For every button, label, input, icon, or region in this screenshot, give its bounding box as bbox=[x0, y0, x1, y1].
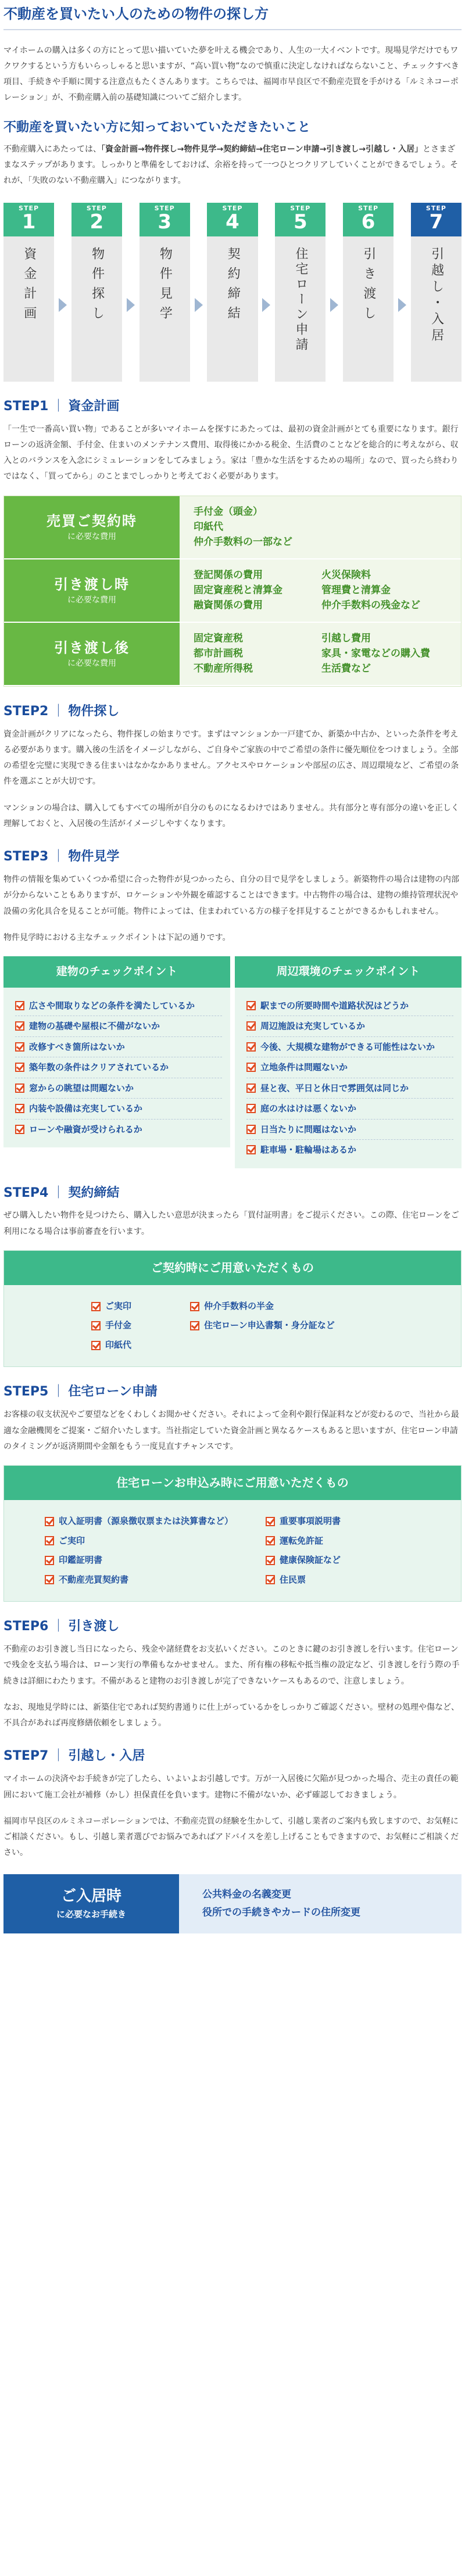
prep-item bbox=[266, 1570, 438, 1590]
step-number: 7 bbox=[429, 210, 443, 234]
prep-item bbox=[266, 1531, 438, 1551]
step-label: STEP bbox=[425, 204, 446, 213]
checkpoint-item bbox=[246, 1099, 453, 1120]
cost-item: 不動産所得税 bbox=[194, 663, 253, 675]
checkpoint-text: 庭の水はけは悪くないか bbox=[260, 1103, 357, 1114]
moving-in-item: 役所での手続きやカードの住所変更 bbox=[202, 1907, 360, 1919]
cost-row bbox=[4, 623, 461, 686]
checkbox-icon bbox=[45, 1517, 54, 1526]
checkbox-icon bbox=[246, 1063, 256, 1072]
prep-text: 健康保険証など bbox=[280, 1555, 341, 1566]
checkpoint-text: 窓からの眺望は問題ないか bbox=[29, 1082, 134, 1093]
checkpoint-text: 内装や設備は充実しているか bbox=[29, 1103, 143, 1114]
step4-heading: STEP4 ｜ 契約締結 bbox=[3, 1185, 120, 1200]
moving-in-item: 公共料金の名義変更 bbox=[202, 1889, 291, 1901]
loan-items-title: 住宅ローンお申込み時にご用意いただくもの bbox=[4, 1466, 461, 1500]
step-text: 引越し・入居 bbox=[429, 246, 444, 345]
checkpoint-item bbox=[15, 1057, 222, 1078]
checkpoint-text: 建物の基礎や屋根に不備がないか bbox=[29, 1021, 160, 1032]
checkbox-icon bbox=[91, 1341, 101, 1350]
prep-item bbox=[91, 1297, 190, 1316]
checkpoint-item bbox=[246, 1140, 453, 1160]
step5-heading: STEP5 ｜ 住宅ローン申請 bbox=[3, 1384, 158, 1400]
step-number: 2 bbox=[90, 210, 104, 234]
prep-item bbox=[91, 1336, 190, 1355]
step-label: STEP bbox=[290, 204, 311, 213]
cost-item: 管理費と清算金 bbox=[321, 584, 391, 597]
step-text: 契約締結 bbox=[226, 246, 241, 326]
checkbox-icon bbox=[246, 1145, 256, 1154]
prep-item bbox=[45, 1551, 266, 1570]
step5-text: お客様の収支状況やご要望などをくわしくお聞かせください。それによって金利や銀行保証料などが変わるので、当社から最適な金融機関をご提案・ご紹介いたします。当社指定していた資金計画と異なるケースもあると思いますが、住宅ローン申請のタイミングが返済期間や金額をもう一度見直すチャンスです。 bbox=[3, 1410, 459, 1451]
step3-text-2: 物件見学時における主なチェックポイントは下記の通りです。 bbox=[3, 933, 231, 943]
moving-in-label: ご入居時 bbox=[60, 1887, 121, 1905]
cost-item: 生活費など bbox=[321, 663, 371, 675]
checkbox-icon bbox=[246, 1001, 256, 1010]
step-1 bbox=[3, 203, 54, 381]
checkbox-icon bbox=[15, 1063, 24, 1072]
step4-text: ぜひ購入したい物件を見つけたら、購入したい意思が決まったら「買付証明書」をご提示ください。この際、住宅ローンをご利用になる場合は事前審査を行います。 bbox=[3, 1211, 459, 1236]
prep-text: 印紙代 bbox=[105, 1339, 132, 1350]
cost-item: 引越し費用 bbox=[321, 632, 371, 644]
step5-title: 住宅ローン申請 bbox=[68, 1384, 158, 1400]
cost-item: 手付金（頭金） bbox=[194, 505, 263, 518]
cost-item: 固定資産税と清算金 bbox=[194, 584, 282, 597]
intro-text: マイホームの購入は多くの方にとって思い描いていた夢を叶える機会であり、人生の一大イベントです。現場見学だけでもワクワクするという方もいらっしゃると思いますが、“高い買い物”なので慎重に決定しなければならないこと、チェックすべき項目、手続きや手順に関する注意点もたくさんあります。こちらでは、福岡市早良区で不動産売買を手がける「ルミネコーポレーション」が、不動産購入前の基礎知識についてご紹介します。 bbox=[3, 45, 459, 103]
step7-text-2: 福岡市早良区のルミネコーポレーションでは、不動産売買の経験を生かして、引越し業者のご案内も致しますので、お気軽にご相談ください。もし、引越し業者選びでお悩みであればアドバイスを差し上げることもできますので、お気軽にご相談ください。 bbox=[3, 1816, 459, 1858]
building-checkpoints-title: 建物のチェックポイント bbox=[3, 956, 230, 987]
cost-item: 仲介手数料の一部など bbox=[194, 536, 292, 548]
prep-text: 印鑑証明書 bbox=[59, 1555, 103, 1566]
checkpoint-item bbox=[246, 1016, 453, 1037]
step-text: 引き渡し bbox=[361, 246, 376, 326]
moving-in-sub: に必要なお手続き bbox=[56, 1909, 126, 1920]
step7-title: 引越し・入居 bbox=[68, 1749, 145, 1764]
checkbox-icon bbox=[15, 1021, 24, 1031]
checkpoint-text: ローンや融資が受けられるか bbox=[29, 1124, 142, 1135]
step2-text-2: マンションの場合は、購入してもすべての場所が自分のものになるわけではありません。共有部分と専有部分の違いを正しく理解しておくと、入居後の生活がイメージしやすくなります。 bbox=[3, 803, 459, 829]
checkpoint-item bbox=[15, 996, 222, 1017]
checkbox-icon bbox=[15, 1001, 24, 1010]
contract-items-title: ご契約時にご用意いただくもの bbox=[4, 1251, 461, 1285]
step6-text-1: 不動産のお引き渡し当日になったら、残金や諸経費をお支払いください。このときに鍵のお引き渡しを行います。住宅ローンで残金を支払う場合は、ローン実行の準備もなかせません。また、所有権の移転や抵当権の設定など、引き渡しを行う際の手続きは詳細にわたります。不備があると建物のお引き渡しが完了できないケースもあるので、注意しましょう。 bbox=[3, 1644, 460, 1686]
section-intro-steps: 「資金計画→物件探し→物件見学→契約締結→住宅ローン申請→引き渡し→引越し・入居」 bbox=[101, 144, 423, 154]
cost-item: 登記関係の費用 bbox=[194, 569, 263, 581]
step6-heading: STEP6 ｜ 引き渡し bbox=[3, 1619, 120, 1634]
checkbox-icon bbox=[190, 1321, 199, 1330]
page-title: 不動産を買いたい人のための物件の探し方 bbox=[3, 6, 269, 22]
checkbox-icon bbox=[266, 1575, 275, 1584]
building-checkpoints bbox=[3, 956, 230, 1168]
cost-sub: に必要な費用 bbox=[67, 658, 116, 668]
checkpoint-item bbox=[15, 1099, 222, 1120]
cost-item: 都市計画税 bbox=[194, 648, 243, 660]
step-number: 4 bbox=[226, 210, 239, 234]
step-text: 物件探し bbox=[90, 246, 105, 326]
checkbox-icon bbox=[15, 1125, 24, 1134]
step-label: STEP bbox=[86, 204, 107, 213]
environment-checkpoints-title: 周辺環境のチェックポイント bbox=[235, 956, 462, 987]
checkbox-icon bbox=[266, 1517, 275, 1526]
cost-sub: に必要な費用 bbox=[67, 532, 116, 541]
checkbox-icon bbox=[91, 1302, 101, 1311]
step4-num: STEP4 bbox=[3, 1185, 49, 1200]
prep-text: 不動産売買契約書 bbox=[59, 1574, 129, 1585]
checkbox-icon bbox=[45, 1575, 54, 1584]
cost-table bbox=[3, 496, 462, 687]
step1-title: 資金計画 bbox=[68, 399, 120, 414]
checkpoint-item bbox=[246, 1057, 453, 1078]
section-intro-pre: 不動産購入にあたっては、 bbox=[3, 144, 101, 154]
cost-item: 家具・家電などの購入費 bbox=[321, 648, 430, 660]
cost-row bbox=[4, 559, 461, 623]
checkpoint-item bbox=[246, 1120, 453, 1140]
prep-item bbox=[91, 1316, 190, 1336]
checkbox-icon bbox=[266, 1556, 275, 1565]
cost-item: 仲介手数料の残金など bbox=[321, 600, 420, 612]
step3-num: STEP3 bbox=[3, 849, 49, 864]
step-number: 1 bbox=[22, 210, 36, 234]
checkbox-icon bbox=[91, 1321, 101, 1330]
checkpoint-item bbox=[15, 1037, 222, 1058]
checkpoint-text: 駐車場・駐輪場はあるか bbox=[260, 1145, 357, 1156]
prep-item bbox=[266, 1551, 438, 1570]
cost-label: 引き渡し時 bbox=[54, 576, 130, 593]
step-4 bbox=[207, 203, 257, 381]
prep-text: 重要事項説明書 bbox=[280, 1516, 341, 1527]
step3-title: 物件見学 bbox=[68, 849, 120, 864]
step3-heading: STEP3 ｜ 物件見学 bbox=[3, 849, 120, 864]
arrow-right-icon bbox=[59, 298, 67, 312]
checkbox-icon bbox=[15, 1084, 24, 1093]
checkbox-icon bbox=[266, 1536, 275, 1545]
checkpoint-text: 築年数の条件はクリアされているか bbox=[29, 1062, 169, 1073]
step-6 bbox=[343, 203, 394, 381]
step2-num: STEP2 bbox=[3, 704, 49, 719]
step2-title: 物件探し bbox=[68, 704, 120, 719]
step4-title: 契約締結 bbox=[68, 1185, 120, 1200]
step7-text-1: マイホームの決済やお手続きが完了したら、いよいよお引越しです。万が一入居後に欠陥が見つかった場合、売主の責任の範囲において施工会社が補修（かし）担保責任を負います。建物に不備がないか、必ず確認しておきましょう。 bbox=[3, 1774, 459, 1800]
cost-row bbox=[4, 496, 461, 559]
prep-item bbox=[45, 1531, 266, 1551]
checkpoint-text: 駅までの所要時間や道路状況はどうか bbox=[260, 1000, 409, 1011]
checkpoint-text: 日当たりに問題はないか bbox=[260, 1124, 357, 1135]
step2-heading: STEP2 ｜ 物件探し bbox=[3, 704, 120, 719]
checkpoint-text: 広さや間取りなどの条件を満たしているか bbox=[29, 1000, 195, 1011]
checkpoint-item bbox=[15, 1016, 222, 1037]
step3-text-1: 物件の情報を集めていくつか希望に合った物件が見つかったら、自分の目で見学をしましょう。新築物件の場合は建物の内部が分からないこともありますが、ロケーションや外観を確認することはできます。中古物件の場合は、建物の維持管理状況や設備の劣化具合を見ることが可能。物件によっては、住まわれている方の様子を拝見することができるかもしれません。 bbox=[3, 875, 459, 916]
checkpoint-text: 昼と夜、平日と休日で雰囲気は同じか bbox=[260, 1082, 409, 1093]
step-text: 物件見学 bbox=[158, 246, 173, 326]
arrow-right-icon bbox=[262, 298, 270, 312]
cost-label: 引き渡し後 bbox=[54, 640, 130, 656]
step-7 bbox=[411, 203, 462, 381]
step-text: 住宅ローン申請 bbox=[294, 246, 309, 353]
contract-items-box bbox=[3, 1250, 462, 1368]
step7-num: STEP7 bbox=[3, 1749, 49, 1764]
checkbox-icon bbox=[45, 1556, 54, 1565]
checkpoint-panel bbox=[3, 956, 462, 1168]
checkpoint-item bbox=[246, 1078, 453, 1099]
prep-text: 住民票 bbox=[280, 1574, 306, 1585]
cost-label: 売買ご契約時 bbox=[46, 513, 137, 530]
prep-item bbox=[45, 1570, 266, 1590]
prep-item bbox=[266, 1512, 438, 1531]
arrow-right-icon bbox=[195, 298, 203, 312]
prep-text: 住宅ローン申込書類・身分証など bbox=[204, 1320, 335, 1331]
checkpoint-item bbox=[246, 996, 453, 1017]
step-flow bbox=[3, 203, 462, 381]
step-text: 資金計画 bbox=[22, 246, 37, 326]
checkpoint-item bbox=[15, 1078, 222, 1099]
step-2 bbox=[71, 203, 122, 381]
loan-items-box bbox=[3, 1465, 462, 1602]
step-label: STEP bbox=[358, 204, 379, 213]
cost-item: 火災保険料 bbox=[321, 569, 371, 581]
title-divider bbox=[3, 29, 462, 30]
prep-text: ご実印 bbox=[105, 1300, 132, 1311]
checkbox-icon bbox=[246, 1084, 256, 1093]
step7-heading: STEP7 ｜ 引越し・入居 bbox=[3, 1749, 145, 1764]
section-intro bbox=[3, 142, 462, 189]
prep-item bbox=[45, 1512, 266, 1531]
prep-text: 収入証明書（源泉徴収票または決算書など） bbox=[59, 1516, 234, 1527]
checkbox-icon bbox=[246, 1125, 256, 1134]
checkbox-icon bbox=[45, 1536, 54, 1545]
step-5 bbox=[275, 203, 326, 381]
checkbox-icon bbox=[246, 1021, 256, 1031]
section-intro-post: とさまざまなステップがあります。しっかりと準備をしておけば、余裕を持って一つひとつクリアしていくことができるでしょう。それが、「失敗のない不動産購入」につながります。 bbox=[3, 144, 459, 186]
cost-item: 印紙代 bbox=[194, 521, 223, 533]
checkpoint-item bbox=[15, 1120, 222, 1140]
cost-item: 固定資産税 bbox=[194, 632, 243, 644]
step-label: STEP bbox=[222, 204, 243, 213]
step6-num: STEP6 bbox=[3, 1619, 49, 1634]
step2-text-1: 資金計画がクリアになったら、物件探しの始まりです。まずはマンションか一戸建てか、新築か中古か、といった条件を考える必要があります。購入後の生活をイメージしながら、ご自身やご家族の中でご希望の条件に優先順位をつけましょう。全部の希望を完璧に実現できる住まいはなかなかありません。アクセスやロケーションや部屋の広さ、周辺環境など、ご希望の条件を選ぶことが大切です。 bbox=[3, 729, 459, 787]
checkbox-icon bbox=[190, 1302, 199, 1311]
checkbox-icon bbox=[15, 1042, 24, 1052]
environment-checkpoints bbox=[235, 956, 462, 1168]
step-number: 3 bbox=[158, 210, 172, 234]
prep-text: 手付金 bbox=[105, 1320, 132, 1331]
step6-title: 引き渡し bbox=[68, 1619, 120, 1634]
prep-text: ご実印 bbox=[59, 1535, 85, 1546]
checkpoint-text: 改修すべき箇所はないか bbox=[29, 1041, 125, 1052]
prep-item bbox=[190, 1297, 438, 1316]
checkpoint-text: 今後、大規模な建物ができる可能性はないか bbox=[260, 1041, 435, 1052]
step1-text: 「一生で一番高い買い物」であることが多いマイホームを探すにあたっては、最初の資金計画がとても重要になります。銀行ローンの返済金額、手付金、住まいのメンテナンス費用、取得後にかかる税金、生活費のことなどを総合的に考えながら、収入とのバランスを入念にシミュレーションをしてみましょう。家は「豊かな生活をするための場所」なので、買ったら終わりではなく、「買ってから」のことまでしっかりと考えておく必要があります。 bbox=[3, 424, 459, 482]
step6-text-2: なお、現地見学時には、新築住宅であれば契約書通りに仕上がっているかをしっかりご確認ください。壁材の処理や傷など、不具合があれば再度修繕依頼をしましょう。 bbox=[3, 1702, 459, 1728]
prep-item bbox=[190, 1316, 438, 1336]
cost-item: 融資関係の費用 bbox=[194, 600, 263, 612]
prep-text: 仲介手数料の半金 bbox=[204, 1300, 274, 1311]
arrow-right-icon bbox=[398, 298, 406, 312]
step5-num: STEP5 bbox=[3, 1384, 49, 1400]
checkpoint-item bbox=[246, 1037, 453, 1058]
step-label: STEP bbox=[154, 204, 175, 213]
cost-sub: に必要な費用 bbox=[67, 595, 116, 605]
checkbox-icon bbox=[246, 1042, 256, 1052]
arrow-right-icon bbox=[330, 298, 338, 312]
step-number: 6 bbox=[361, 210, 375, 234]
checkbox-icon bbox=[15, 1104, 24, 1113]
step1-heading: STEP1 ｜ 資金計画 bbox=[3, 399, 120, 414]
section-title: 不動産を買いたい方に知っておいていただきたいこと bbox=[3, 120, 311, 135]
step-3 bbox=[140, 203, 190, 381]
step1-num: STEP1 bbox=[3, 399, 49, 414]
step-label: STEP bbox=[19, 204, 40, 213]
moving-in-box bbox=[3, 1874, 462, 1934]
arrow-right-icon bbox=[127, 298, 135, 312]
checkpoint-text: 周辺施設は充実しているか bbox=[260, 1021, 366, 1032]
checkbox-icon bbox=[246, 1104, 256, 1113]
step-number: 5 bbox=[293, 210, 307, 234]
checkpoint-text: 立地条件は問題ないか bbox=[260, 1062, 348, 1073]
prep-text: 運転免許証 bbox=[280, 1535, 324, 1546]
